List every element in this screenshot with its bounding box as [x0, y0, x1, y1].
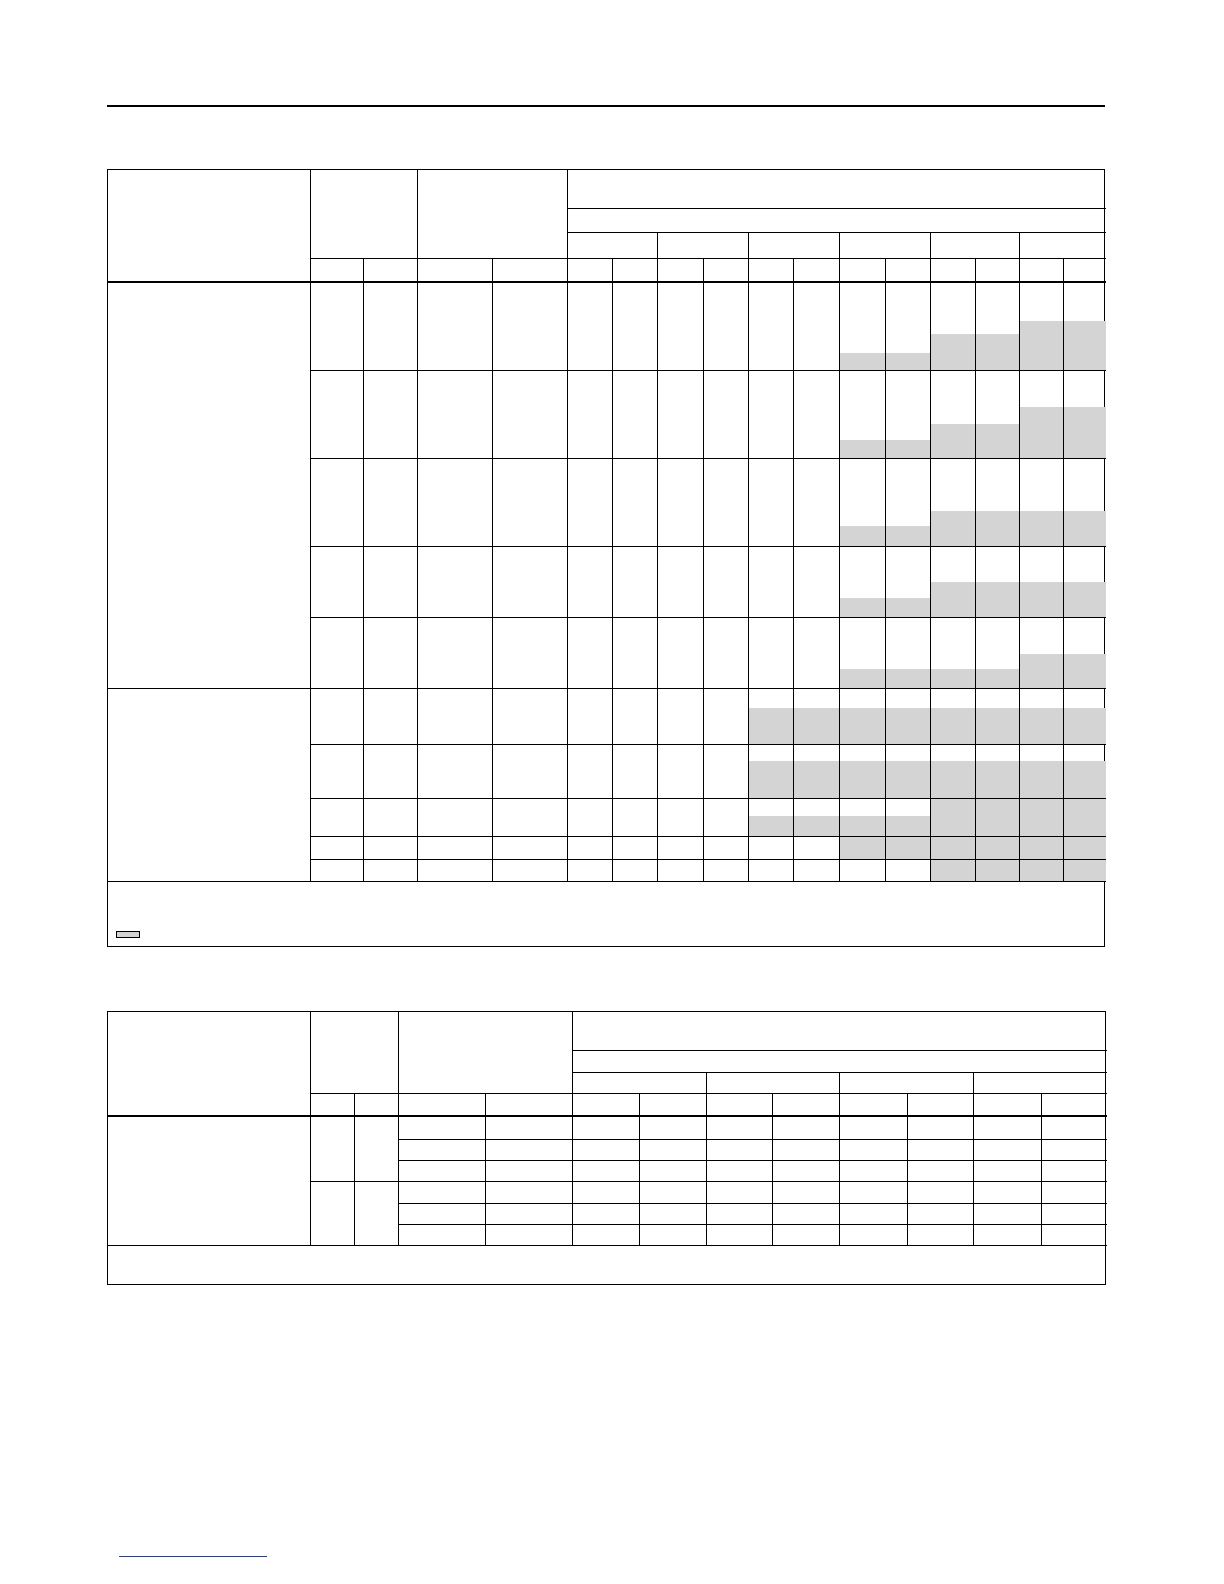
- col-rule: [907, 1093, 908, 1245]
- col-rule: [839, 1072, 840, 1245]
- col-rule: [657, 232, 658, 881]
- row-rule: [310, 458, 1106, 459]
- col-rule: [885, 258, 886, 881]
- row-rule: [310, 546, 1106, 547]
- col-rule: [973, 1072, 974, 1245]
- col-rule: [839, 232, 840, 881]
- row-rule: [310, 798, 1106, 799]
- col-rule: [706, 1072, 707, 1245]
- table-1: [107, 169, 1105, 947]
- col-rule: [612, 258, 613, 881]
- col-rule: [930, 232, 931, 881]
- col-rule: [639, 1093, 640, 1245]
- shaded-cell: [748, 761, 1106, 798]
- col-rule: [572, 1012, 573, 1245]
- col-rule: [975, 258, 976, 881]
- col-rule: [1041, 1093, 1042, 1245]
- group-rule: [108, 881, 1106, 882]
- row-rule: [310, 617, 1106, 618]
- col-rule: [1019, 232, 1020, 881]
- col-rule: [567, 170, 568, 881]
- col-rule: [492, 258, 493, 881]
- col-rule: [793, 258, 794, 881]
- row-rule: [398, 1160, 1107, 1161]
- header-rule: [567, 208, 1106, 209]
- col-rule: [363, 258, 364, 881]
- shaded-cell: [930, 859, 1106, 881]
- row-rule: [310, 744, 1106, 745]
- header-rule: [107, 105, 1105, 107]
- col-rule: [748, 232, 749, 881]
- table-2: [107, 1011, 1106, 1285]
- col-rule: [310, 1012, 311, 1245]
- row-rule: [310, 370, 1106, 371]
- table-1-legend-swatch: [116, 931, 140, 938]
- col-rule: [398, 1012, 399, 1245]
- row-rule: [310, 836, 1106, 837]
- row-rule: [398, 1139, 1107, 1140]
- row-rule: [398, 1224, 1107, 1225]
- shaded-cell: [748, 708, 1106, 744]
- col-rule: [354, 1093, 355, 1245]
- col-rule: [310, 170, 311, 881]
- col-rule: [1063, 258, 1064, 881]
- shaded-cell: [930, 798, 1106, 836]
- header-bottom-rule: [108, 281, 1106, 283]
- footer-link-underline[interactable]: [119, 1556, 267, 1557]
- group-rule: [108, 1245, 1107, 1246]
- col-rule: [772, 1093, 773, 1245]
- header-rule: [310, 258, 1106, 259]
- col-rule: [703, 258, 704, 881]
- header-rule: [572, 1050, 1107, 1051]
- col-rule: [485, 1093, 486, 1245]
- header-rule: [310, 1093, 1107, 1094]
- header-bottom-rule: [108, 1115, 1107, 1117]
- shaded-cell: [839, 836, 1106, 859]
- col-rule: [417, 170, 418, 881]
- header-rule: [567, 232, 1106, 233]
- row-rule: [310, 1181, 1107, 1182]
- group-rule: [108, 688, 1106, 689]
- row-rule: [310, 859, 1106, 860]
- row-rule: [398, 1203, 1107, 1204]
